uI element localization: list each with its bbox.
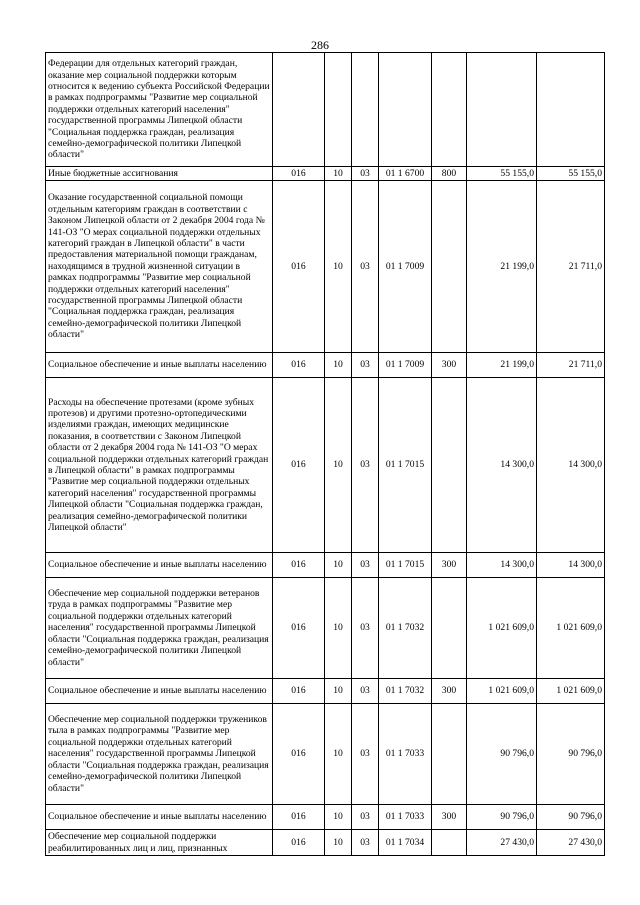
ministry-code: 016 <box>273 805 325 830</box>
ministry-code: 016 <box>273 167 325 181</box>
section-code: 10 <box>325 181 352 353</box>
amount-year-1: 90 796,0 <box>467 704 537 805</box>
amount-year-2: 14 300,0 <box>537 378 605 553</box>
table-row <box>46 578 605 679</box>
target-article-code: 01 1 7009 <box>379 353 432 378</box>
section-code <box>325 53 352 167</box>
amount-year-1: 1 021 609,0 <box>467 578 537 679</box>
expense-type-code: 300 <box>432 553 467 578</box>
table-row <box>46 353 605 378</box>
amount-year-1: 27 430,0 <box>467 830 537 856</box>
section-code: 10 <box>325 704 352 805</box>
expense-type-code <box>432 830 467 856</box>
section-code: 10 <box>325 679 352 704</box>
amount-year-2: 90 796,0 <box>537 704 605 805</box>
section-code: 10 <box>325 353 352 378</box>
amount-year-1: 14 300,0 <box>467 553 537 578</box>
row-name: Оказание государственной социальной помощи отдельным категориям граждан в соответствии с Законом Липецкой области от 2 декабря 2004 года № 141-ОЗ "О мерах социальной поддержки отдельных категорий граждан в Липецкой области" в части предоставления материальной помощи гражданам, находящимся в трудной жизненной ситуации в рамках подпрограммы "Развитие мер социальной поддержки отдельных категорий населения" государственной программы Липецкой области "Социальная поддержка граждан, реализация семейно-демографической политики Липецкой области" <box>46 181 273 353</box>
ministry-code: 016 <box>273 679 325 704</box>
subsection-code <box>352 53 379 167</box>
expense-type-code <box>432 704 467 805</box>
amount-year-2: 55 155,0 <box>537 167 605 181</box>
row-name: Социальное обеспечение и иные выплаты населению <box>46 805 273 830</box>
amount-year-2 <box>537 53 605 167</box>
target-article-code: 01 1 7033 <box>379 805 432 830</box>
target-article-code: 01 1 7033 <box>379 704 432 805</box>
subsection-code: 03 <box>352 805 379 830</box>
section-code: 10 <box>325 378 352 553</box>
subsection-code: 03 <box>352 578 379 679</box>
subsection-code: 03 <box>352 553 379 578</box>
target-article-code: 01 1 7015 <box>379 553 432 578</box>
section-code: 10 <box>325 830 352 856</box>
table-row <box>46 553 605 578</box>
amount-year-2: 1 021 609,0 <box>537 578 605 679</box>
amount-year-2: 21 711,0 <box>537 353 605 378</box>
amount-year-2: 27 430,0 <box>537 830 605 856</box>
target-article-code: 01 1 6700 <box>379 167 432 181</box>
amount-year-2: 14 300,0 <box>537 553 605 578</box>
expense-type-code <box>432 181 467 353</box>
ministry-code: 016 <box>273 704 325 805</box>
row-name: Социальное обеспечение и иные выплаты населению <box>46 679 273 704</box>
row-name: Социальное обеспечение и иные выплаты населению <box>46 353 273 378</box>
ministry-code: 016 <box>273 830 325 856</box>
target-article-code: 01 1 7009 <box>379 181 432 353</box>
subsection-code: 03 <box>352 830 379 856</box>
subsection-code: 03 <box>352 704 379 805</box>
budget-table <box>45 52 605 856</box>
section-code: 10 <box>325 805 352 830</box>
expense-type-code: 300 <box>432 679 467 704</box>
target-article-code: 01 1 7032 <box>379 578 432 679</box>
table-row <box>46 830 605 856</box>
expense-type-code: 300 <box>432 353 467 378</box>
ministry-code: 016 <box>273 353 325 378</box>
row-name: Иные бюджетные ассигнования <box>46 167 273 181</box>
subsection-code: 03 <box>352 167 379 181</box>
target-article-code: 01 1 7034 <box>379 830 432 856</box>
expense-type-code: 800 <box>432 167 467 181</box>
row-name: Обеспечение мер социальной поддержки тружеников тыла в рамках подпрограммы "Развитие мер социальной поддержки отдельных категорий населения" государственной программы Липецкой области "Социальная поддержка граждан, реализация семейно-демографической политики Липецкой области" <box>46 704 273 805</box>
ministry-code <box>273 53 325 167</box>
section-code: 10 <box>325 553 352 578</box>
target-article-code <box>379 53 432 167</box>
expense-type-code: 300 <box>432 805 467 830</box>
amount-year-2: 90 796,0 <box>537 805 605 830</box>
ministry-code: 016 <box>273 578 325 679</box>
subsection-code: 03 <box>352 679 379 704</box>
section-code: 10 <box>325 578 352 679</box>
expense-type-code <box>432 578 467 679</box>
amount-year-1: 90 796,0 <box>467 805 537 830</box>
ministry-code: 016 <box>273 378 325 553</box>
subsection-code: 03 <box>352 378 379 553</box>
target-article-code: 01 1 7015 <box>379 378 432 553</box>
amount-year-1: 14 300,0 <box>467 378 537 553</box>
amount-year-1: 55 155,0 <box>467 167 537 181</box>
table-row <box>46 181 605 353</box>
row-name: Обеспечение мер социальной поддержки реабилитированных лиц и лиц, признанных <box>46 830 273 856</box>
target-article-code: 01 1 7032 <box>379 679 432 704</box>
row-name: Социальное обеспечение и иные выплаты населению <box>46 553 273 578</box>
table-row <box>46 378 605 553</box>
amount-year-1: 21 199,0 <box>467 181 537 353</box>
amount-year-2: 1 021 609,0 <box>537 679 605 704</box>
subsection-code: 03 <box>352 181 379 353</box>
row-name: Расходы на обеспечение протезами (кроме зубных протезов) и другими протезно-ортопедическими изделиями граждан, имеющих медицинские показания, в соответствии с Законом Липецкой области от 2 декабря 2004 года № 141-ОЗ "О мерах социальной поддержки отдельных категорий граждан в Липецкой области" в рамках подпрограммы "Развитие мер социальной поддержки отдельных категорий населения" государственной программы Липецкой области "Социальная поддержка граждан, реализация семейно-демографической политики Липецкой области" <box>46 378 273 553</box>
amount-year-1: 21 199,0 <box>467 353 537 378</box>
table-row <box>46 167 605 181</box>
amount-year-1 <box>467 53 537 167</box>
expense-type-code <box>432 53 467 167</box>
table-row <box>46 805 605 830</box>
row-name: Федерации для отдельных категорий граждан, оказание мер социальной поддержки которым относится к ведению субъекта Российской Федерации в рамках подпрограммы "Развитие мер социальной поддержки отдельных категорий населения" государственной программы Липецкой области "Социальная поддержка граждан, реализация семейно-демографической политики Липецкой области" <box>46 53 273 167</box>
amount-year-2: 21 711,0 <box>537 181 605 353</box>
row-name: Обеспечение мер социальной поддержки ветеранов труда в рамках подпрограммы "Развитие мер социальной поддержки отдельных категорий населения" государственной программы Липецкой области "Социальная поддержка граждан, реализация семейно-демографической политики Липецкой области" <box>46 578 273 679</box>
ministry-code: 016 <box>273 553 325 578</box>
amount-year-1: 1 021 609,0 <box>467 679 537 704</box>
page-number: 286 <box>311 38 329 52</box>
section-code: 10 <box>325 167 352 181</box>
expense-type-code <box>432 378 467 553</box>
ministry-code: 016 <box>273 181 325 353</box>
table-row <box>46 679 605 704</box>
table-row <box>46 53 605 167</box>
table-row <box>46 704 605 805</box>
subsection-code: 03 <box>352 353 379 378</box>
